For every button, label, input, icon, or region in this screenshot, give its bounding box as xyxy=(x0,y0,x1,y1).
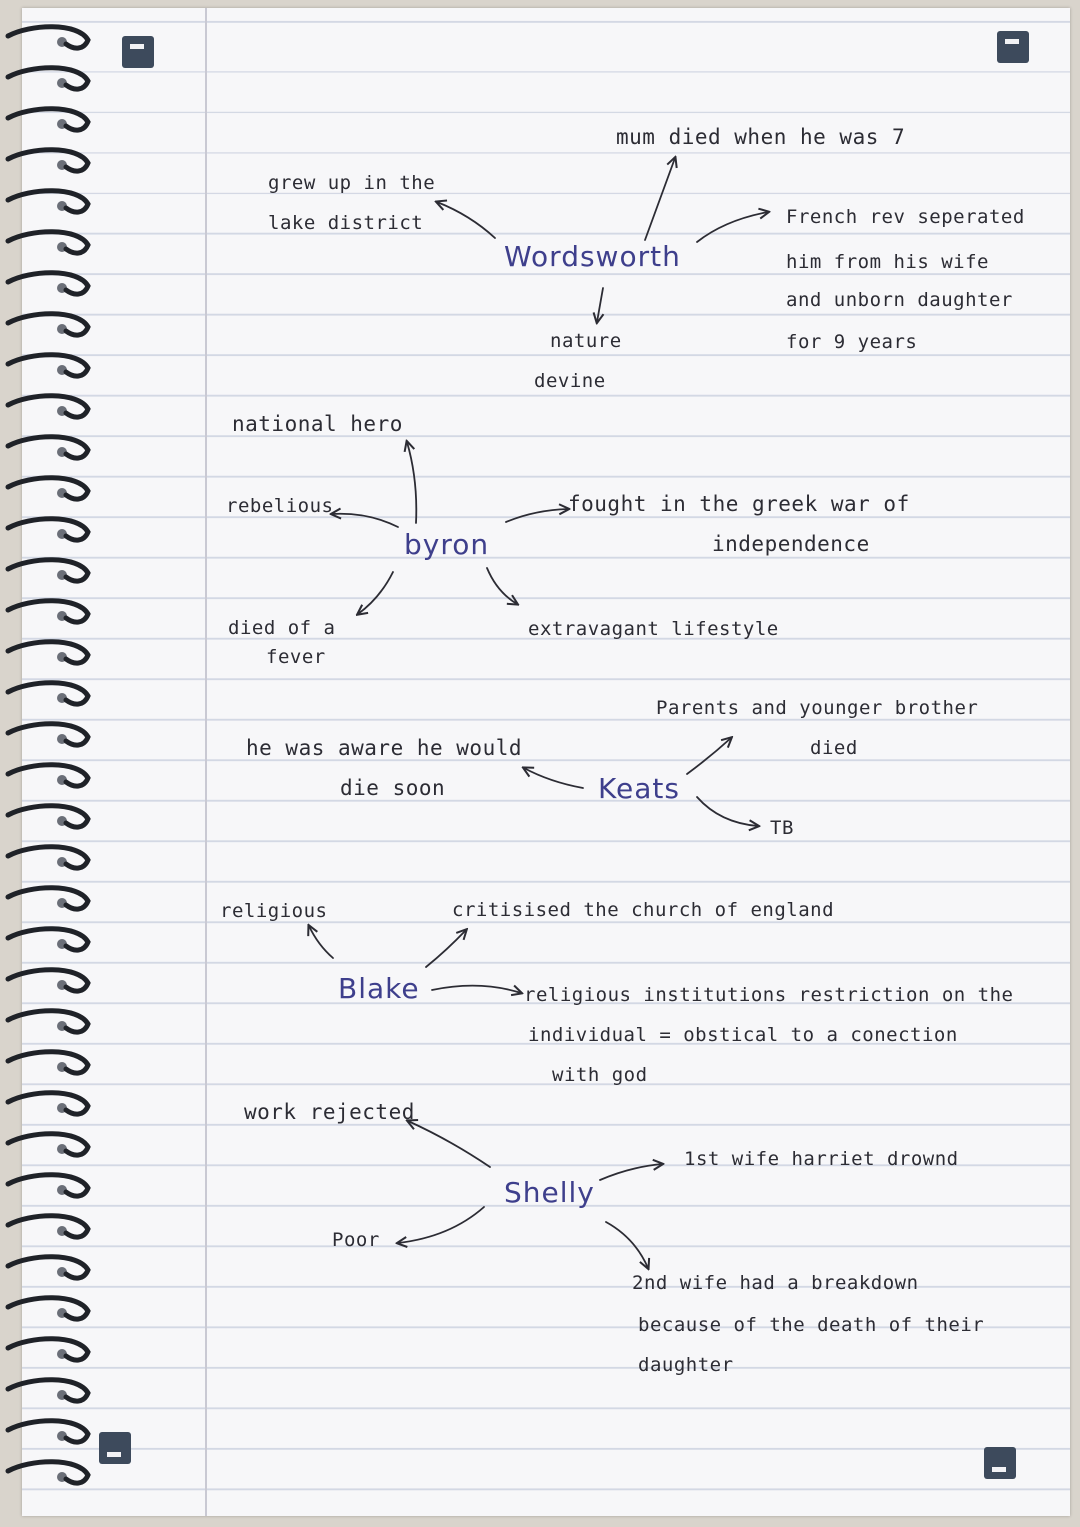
note-tb: TB xyxy=(770,817,794,839)
note-religious: religious xyxy=(220,900,328,922)
arrow-byron-fever xyxy=(358,572,393,614)
note-work-rejected: work rejected xyxy=(244,1100,415,1124)
hub-byron: byron xyxy=(404,528,490,561)
note-poor: Poor xyxy=(332,1229,380,1251)
arrow-blake-institutions xyxy=(432,986,521,993)
note-grew-up-2: lake district xyxy=(268,212,424,234)
note-french-rev-2: him from his wife xyxy=(786,251,989,273)
note-french-rev-4: for 9 years xyxy=(786,331,918,353)
note-nature: nature xyxy=(550,330,622,352)
note-extravagant-lifestyle: extravagant lifestyle xyxy=(528,618,779,640)
arrow-byron-fought xyxy=(506,509,568,522)
note-national-hero: national hero xyxy=(232,412,403,436)
arrow-blake-criticised xyxy=(426,930,466,967)
note-french-rev-1: French rev seperated xyxy=(786,206,1025,228)
arrow-ww-nature xyxy=(597,288,603,322)
note-aware-2: die soon xyxy=(340,776,446,800)
arrow-shelly-poor xyxy=(398,1207,484,1243)
hub-wordsworth: Wordsworth xyxy=(504,240,681,273)
arrow-byron-lifestyle xyxy=(487,568,517,604)
note-died-fever-2: fever xyxy=(266,646,326,668)
arrow-byron-hero xyxy=(407,442,416,523)
note-fought-2: independence xyxy=(712,532,870,556)
note-french-rev-3: and unborn daughter xyxy=(786,289,1013,311)
note-wife-2-2: because of the death of their xyxy=(638,1314,985,1336)
note-wife-2-1: 2nd wife had a breakdown xyxy=(632,1272,919,1294)
arrow-shelly-wife1 xyxy=(600,1164,662,1180)
arrow-ww-mum xyxy=(645,158,675,240)
note-fought-1: fought in the greek war of xyxy=(568,492,910,516)
note-devine: devine xyxy=(534,370,606,392)
note-wife-2-3: daughter xyxy=(638,1354,734,1376)
note-institutions-1: religious institutions restriction on the xyxy=(524,984,1014,1006)
note-died-fever-1: died of a xyxy=(228,617,336,639)
note-institutions-2: individual = obstical to a conection xyxy=(528,1024,958,1046)
arrow-blake-religious xyxy=(309,926,333,958)
note-parents-died-2: died xyxy=(810,737,858,759)
arrow-shelly-work xyxy=(408,1121,490,1167)
hub-shelly: Shelly xyxy=(504,1176,595,1209)
arrow-byron-rebel xyxy=(332,514,398,527)
note-aware-1: he was aware he would xyxy=(246,736,523,760)
hub-keats: Keats xyxy=(598,772,680,805)
arrow-ww-lake xyxy=(437,202,495,238)
note-mum-died: mum died when he was 7 xyxy=(616,125,906,149)
arrow-keats-aware xyxy=(524,768,583,788)
note-criticised: critisised the church of england xyxy=(452,899,835,921)
arrow-keats-parents xyxy=(687,738,731,774)
note-grew-up-1: grew up in the xyxy=(268,172,436,194)
arrow-shelly-wife2 xyxy=(606,1222,648,1268)
arrow-keats-tb xyxy=(697,797,758,826)
note-rebelious: rebelious xyxy=(226,495,334,517)
note-institutions-3: with god xyxy=(552,1064,648,1086)
note-wife-1: 1st wife harriet drownd xyxy=(684,1148,959,1170)
note-parents-died-1: Parents and younger brother xyxy=(656,697,979,719)
hub-blake: Blake xyxy=(338,972,420,1005)
arrow-ww-french xyxy=(697,212,768,242)
